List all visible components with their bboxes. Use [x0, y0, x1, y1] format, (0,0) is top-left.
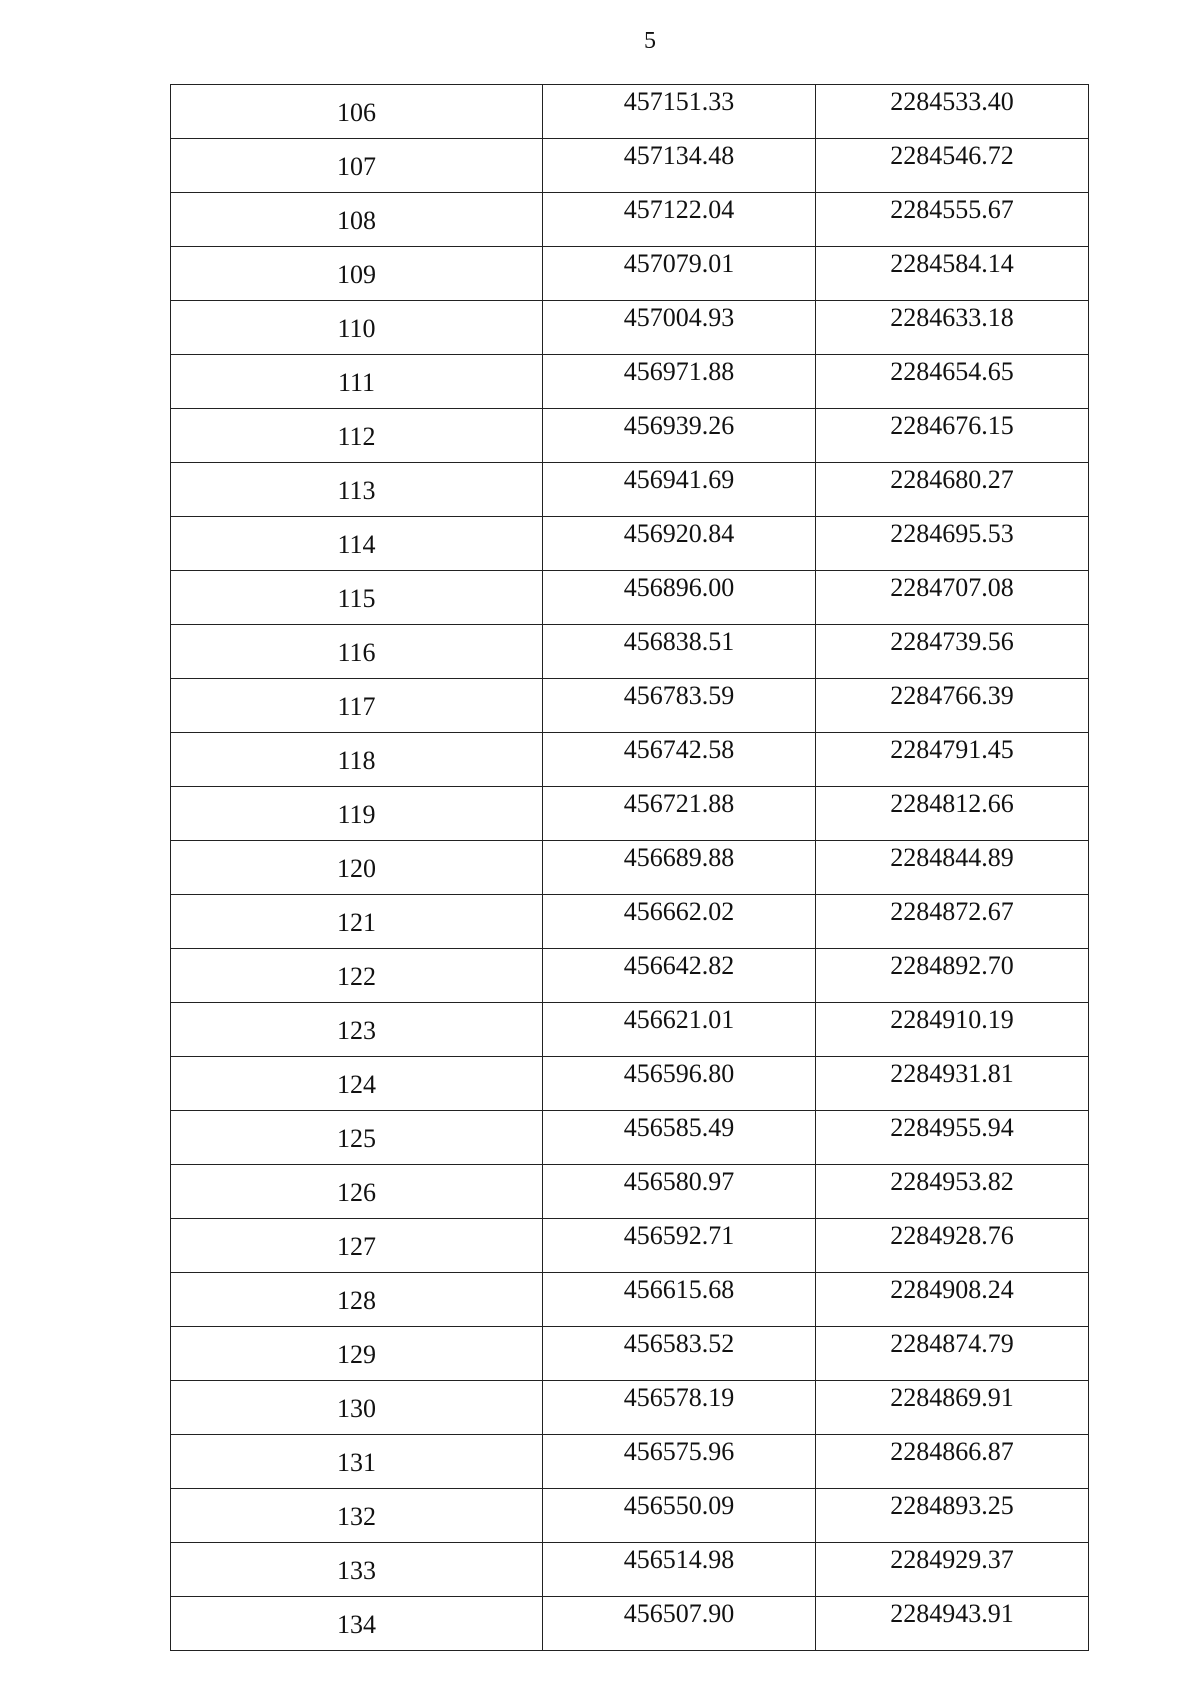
- point-number-cell: 129: [171, 1327, 543, 1381]
- y-coordinate-cell: 2284533.40: [816, 85, 1089, 139]
- point-number-cell: 106: [171, 85, 543, 139]
- point-number-cell: 112: [171, 409, 543, 463]
- point-number-cell: 116: [171, 625, 543, 679]
- table-row: [171, 139, 1089, 193]
- x-coordinate-cell: 457004.93: [543, 301, 816, 355]
- table-row: [171, 409, 1089, 463]
- x-coordinate-cell: 457122.04: [543, 193, 816, 247]
- page-number: 5: [644, 28, 656, 54]
- x-coordinate-cell: 456941.69: [543, 463, 816, 517]
- table-row: [171, 1597, 1089, 1651]
- y-coordinate-cell: 2284928.76: [816, 1219, 1089, 1273]
- table-row: [171, 571, 1089, 625]
- y-coordinate-cell: 2284844.89: [816, 841, 1089, 895]
- x-coordinate-cell: 457079.01: [543, 247, 816, 301]
- x-coordinate-cell: 456592.71: [543, 1219, 816, 1273]
- x-coordinate-cell: 456783.59: [543, 679, 816, 733]
- point-number-cell: 115: [171, 571, 543, 625]
- x-coordinate-cell: 456514.98: [543, 1543, 816, 1597]
- y-coordinate-cell: 2284546.72: [816, 139, 1089, 193]
- y-coordinate-cell: 2284707.08: [816, 571, 1089, 625]
- point-number-cell: 133: [171, 1543, 543, 1597]
- table-row: [171, 787, 1089, 841]
- x-coordinate-cell: 456662.02: [543, 895, 816, 949]
- x-coordinate-cell: 456550.09: [543, 1489, 816, 1543]
- table-row: [171, 1057, 1089, 1111]
- x-coordinate-cell: 457151.33: [543, 85, 816, 139]
- y-coordinate-cell: 2284680.27: [816, 463, 1089, 517]
- y-coordinate-cell: 2284931.81: [816, 1057, 1089, 1111]
- y-coordinate-cell: 2284943.91: [816, 1597, 1089, 1651]
- point-number-cell: 131: [171, 1435, 543, 1489]
- point-number-cell: 126: [171, 1165, 543, 1219]
- table-row: [171, 1165, 1089, 1219]
- y-coordinate-cell: 2284812.66: [816, 787, 1089, 841]
- y-coordinate-cell: 2284791.45: [816, 733, 1089, 787]
- y-coordinate-cell: 2284739.56: [816, 625, 1089, 679]
- table-row: [171, 1381, 1089, 1435]
- x-coordinate-cell: 456742.58: [543, 733, 816, 787]
- x-coordinate-cell: 456621.01: [543, 1003, 816, 1057]
- x-coordinate-cell: 456838.51: [543, 625, 816, 679]
- point-number-cell: 124: [171, 1057, 543, 1111]
- table-row: [171, 247, 1089, 301]
- y-coordinate-cell: 2284872.67: [816, 895, 1089, 949]
- y-coordinate-cell: 2284908.24: [816, 1273, 1089, 1327]
- x-coordinate-cell: 456578.19: [543, 1381, 816, 1435]
- x-coordinate-cell: 456615.68: [543, 1273, 816, 1327]
- table-row: [171, 733, 1089, 787]
- table-row: [171, 1327, 1089, 1381]
- table-row: [171, 949, 1089, 1003]
- point-number-cell: 121: [171, 895, 543, 949]
- x-coordinate-cell: 456642.82: [543, 949, 816, 1003]
- x-coordinate-cell: 456585.49: [543, 1111, 816, 1165]
- y-coordinate-cell: 2284633.18: [816, 301, 1089, 355]
- table-row: [171, 517, 1089, 571]
- table-row: [171, 301, 1089, 355]
- x-coordinate-cell: 456575.96: [543, 1435, 816, 1489]
- table-row: [171, 463, 1089, 517]
- y-coordinate-cell: 2284874.79: [816, 1327, 1089, 1381]
- y-coordinate-cell: 2284893.25: [816, 1489, 1089, 1543]
- coordinates-table-body: [171, 85, 1089, 1651]
- table-row: [171, 625, 1089, 679]
- table-row: [171, 895, 1089, 949]
- x-coordinate-cell: 456583.52: [543, 1327, 816, 1381]
- y-coordinate-cell: 2284910.19: [816, 1003, 1089, 1057]
- y-coordinate-cell: 2284929.37: [816, 1543, 1089, 1597]
- table-row: [171, 1219, 1089, 1273]
- point-number-cell: 127: [171, 1219, 543, 1273]
- y-coordinate-cell: 2284584.14: [816, 247, 1089, 301]
- x-coordinate-cell: 457134.48: [543, 139, 816, 193]
- y-coordinate-cell: 2284695.53: [816, 517, 1089, 571]
- table-row: [171, 1273, 1089, 1327]
- table-row: [171, 1489, 1089, 1543]
- point-number-cell: 130: [171, 1381, 543, 1435]
- x-coordinate-cell: 456896.00: [543, 571, 816, 625]
- table-row: [171, 193, 1089, 247]
- x-coordinate-cell: 456507.90: [543, 1597, 816, 1651]
- point-number-cell: 134: [171, 1597, 543, 1651]
- point-number-cell: 107: [171, 139, 543, 193]
- point-number-cell: 122: [171, 949, 543, 1003]
- table-row: [171, 1435, 1089, 1489]
- point-number-cell: 132: [171, 1489, 543, 1543]
- point-number-cell: 123: [171, 1003, 543, 1057]
- y-coordinate-cell: 2284676.15: [816, 409, 1089, 463]
- point-number-cell: 110: [171, 301, 543, 355]
- y-coordinate-cell: 2284766.39: [816, 679, 1089, 733]
- x-coordinate-cell: 456920.84: [543, 517, 816, 571]
- point-number-cell: 109: [171, 247, 543, 301]
- x-coordinate-cell: 456721.88: [543, 787, 816, 841]
- point-number-cell: 128: [171, 1273, 543, 1327]
- point-number-cell: 114: [171, 517, 543, 571]
- point-number-cell: 125: [171, 1111, 543, 1165]
- point-number-cell: 108: [171, 193, 543, 247]
- table-row: [171, 85, 1089, 139]
- point-number-cell: 120: [171, 841, 543, 895]
- x-coordinate-cell: 456596.80: [543, 1057, 816, 1111]
- y-coordinate-cell: 2284654.65: [816, 355, 1089, 409]
- x-coordinate-cell: 456971.88: [543, 355, 816, 409]
- point-number-cell: 113: [171, 463, 543, 517]
- table-row: [171, 1111, 1089, 1165]
- x-coordinate-cell: 456580.97: [543, 1165, 816, 1219]
- point-number-cell: 117: [171, 679, 543, 733]
- y-coordinate-cell: 2284892.70: [816, 949, 1089, 1003]
- table-row: [171, 355, 1089, 409]
- coordinates-table: [170, 84, 1089, 1651]
- point-number-cell: 111: [171, 355, 543, 409]
- x-coordinate-cell: 456939.26: [543, 409, 816, 463]
- point-number-cell: 118: [171, 733, 543, 787]
- y-coordinate-cell: 2284953.82: [816, 1165, 1089, 1219]
- table-row: [171, 1543, 1089, 1597]
- table-row: [171, 679, 1089, 733]
- y-coordinate-cell: 2284869.91: [816, 1381, 1089, 1435]
- y-coordinate-cell: 2284555.67: [816, 193, 1089, 247]
- x-coordinate-cell: 456689.88: [543, 841, 816, 895]
- table-row: [171, 841, 1089, 895]
- y-coordinate-cell: 2284955.94: [816, 1111, 1089, 1165]
- table-row: [171, 1003, 1089, 1057]
- y-coordinate-cell: 2284866.87: [816, 1435, 1089, 1489]
- point-number-cell: 119: [171, 787, 543, 841]
